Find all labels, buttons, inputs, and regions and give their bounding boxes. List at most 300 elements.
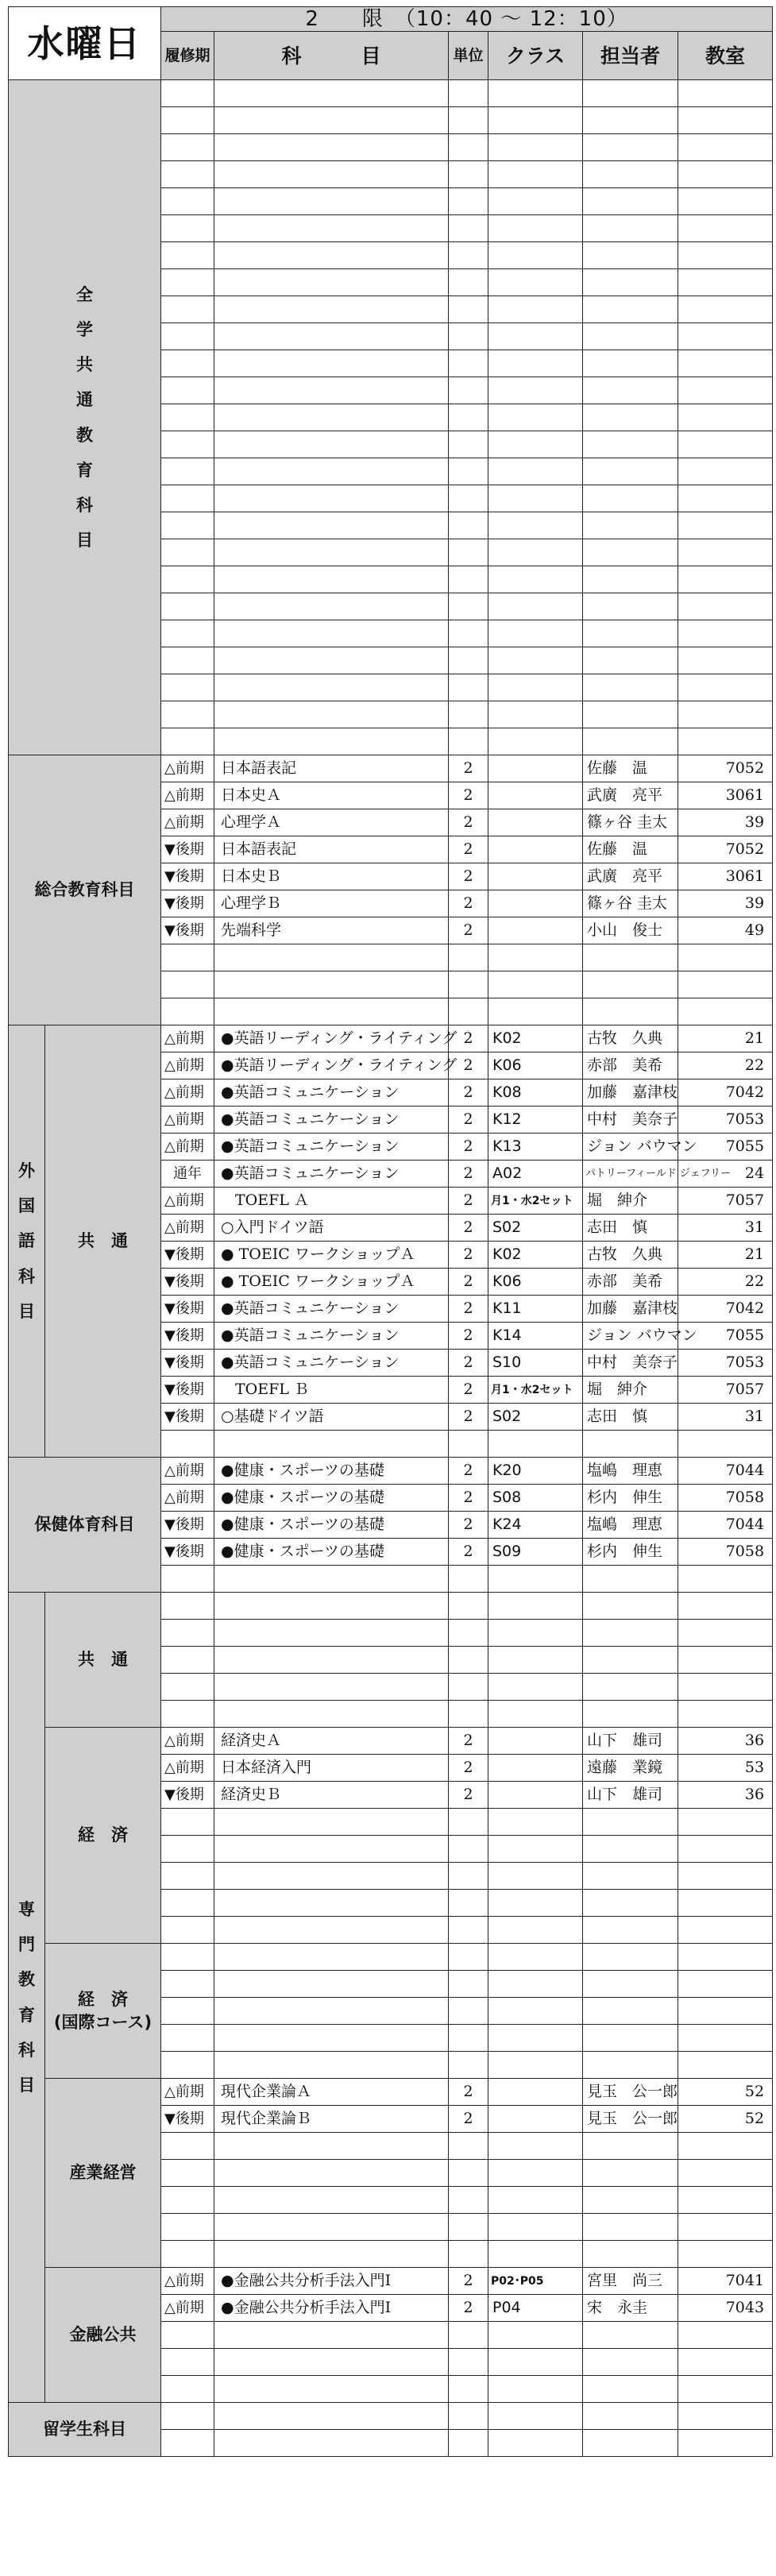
term-cell (161, 350, 214, 377)
class-cell (488, 674, 583, 701)
class-cell: K02 (488, 1025, 583, 1052)
term-cell: ▼後期 (161, 1350, 214, 1377)
room-cell (678, 269, 773, 296)
class-cell: S02 (488, 1404, 583, 1431)
section-label-char: 育 (18, 2005, 35, 2025)
subject-cell (214, 458, 449, 485)
day-title: 水曜日 (9, 7, 161, 80)
term-cell: △前期 (161, 1134, 214, 1161)
term-cell (161, 2376, 214, 2403)
class-cell (488, 782, 583, 809)
room-cell: 7057 (678, 1188, 773, 1215)
term-cell (161, 458, 214, 485)
teacher-cell (583, 1593, 678, 1620)
teacher-cell (583, 2052, 678, 2079)
unit-cell (449, 323, 488, 350)
room-cell (678, 2376, 773, 2403)
unit-cell (449, 1431, 488, 1458)
term-cell: ▼後期 (161, 2106, 214, 2133)
class-cell (488, 269, 583, 296)
subject-cell (214, 1620, 449, 1647)
unit-cell: 2 (449, 1539, 488, 1566)
class-cell (488, 485, 583, 512)
room-cell (678, 674, 773, 701)
term-cell: △前期 (161, 1188, 214, 1215)
class-cell (488, 890, 583, 917)
room-cell: 39 (678, 809, 773, 836)
subject-cell (214, 431, 449, 458)
subsection-label: 金融公共 (69, 2325, 137, 2344)
class-cell (488, 1890, 583, 1917)
class-cell: K02 (488, 1242, 583, 1269)
class-cell (488, 1971, 583, 1998)
class-cell (488, 998, 583, 1025)
class-cell (488, 350, 583, 377)
unit-cell (449, 1647, 488, 1674)
table-row (9, 1728, 773, 1755)
class-cell (488, 404, 583, 431)
unit-cell (449, 269, 488, 296)
teacher-cell: 古牧 久典 (583, 1242, 678, 1269)
class-cell (488, 188, 583, 215)
subject-cell: 日本語表記 (214, 836, 449, 863)
subject-cell (214, 971, 449, 998)
term-cell: △前期 (161, 1052, 214, 1079)
subject-cell: TOEFL Ｂ (214, 1377, 449, 1404)
section-senmon-label (9, 1593, 45, 2403)
term-cell (161, 485, 214, 512)
class-cell (488, 2322, 583, 2349)
unit-cell (449, 485, 488, 512)
room-cell (678, 1863, 773, 1890)
room-cell: 3061 (678, 863, 773, 890)
room-cell: 7042 (678, 1296, 773, 1323)
teacher-cell (583, 620, 678, 647)
room-cell: 31 (678, 1215, 773, 1242)
class-cell (488, 917, 583, 944)
unit-cell (449, 431, 488, 458)
term-cell (161, 2349, 214, 2376)
term-cell (161, 728, 214, 755)
subject-cell (214, 296, 449, 323)
term-cell: ▼後期 (161, 1404, 214, 1431)
subject-cell (214, 2376, 449, 2403)
teacher-cell (583, 2349, 678, 2376)
subject-cell: 現代企業論Ｂ (214, 2106, 449, 2133)
class-cell (488, 2079, 583, 2106)
class-cell (488, 593, 583, 620)
teacher-cell: 志田 慎 (583, 1404, 678, 1431)
term-cell (161, 1971, 214, 1998)
section-zenkyo-label (9, 80, 161, 755)
unit-cell (449, 2160, 488, 2187)
subject-cell (214, 539, 449, 566)
teacher-cell: 武廣 亮平 (583, 863, 678, 890)
teacher-cell (583, 1674, 678, 1701)
term-cell (161, 566, 214, 593)
subject-cell (214, 404, 449, 431)
section-label-char: 専 (18, 1900, 35, 1920)
subject-cell (214, 2160, 449, 2187)
class-cell (488, 809, 583, 836)
unit-cell: 2 (449, 1782, 488, 1809)
term-cell: ▼後期 (161, 1323, 214, 1350)
subject-cell (214, 80, 449, 107)
room-cell (678, 1809, 773, 1836)
room-cell (678, 2133, 773, 2160)
unit-cell: 2 (449, 1350, 488, 1377)
subject-cell (214, 2025, 449, 2052)
section-label-char: 通 (76, 390, 93, 410)
subject-cell (214, 2214, 449, 2241)
teacher-cell: 宮里 尚三 (583, 2268, 678, 2295)
teacher-cell (583, 2430, 678, 2457)
subject-cell (214, 1674, 449, 1701)
class-cell (488, 2430, 583, 2457)
term-cell: ▼後期 (161, 1377, 214, 1404)
class-cell (488, 566, 583, 593)
subsection-note: (国際コース) (53, 2012, 152, 2032)
teacher-cell: 山下 雄司 (583, 1782, 678, 1809)
table-row (9, 2268, 773, 2295)
class-cell (488, 2349, 583, 2376)
subject-cell (214, 674, 449, 701)
section-label-char: 目 (76, 530, 93, 550)
unit-cell (449, 350, 488, 377)
subject-cell (214, 566, 449, 593)
term-cell (161, 2160, 214, 2187)
unit-cell (449, 728, 488, 755)
term-cell (161, 1809, 214, 1836)
class-cell (488, 1566, 583, 1593)
teacher-cell (583, 647, 678, 674)
class-cell (488, 512, 583, 539)
unit-cell: 2 (449, 2106, 488, 2133)
section-label-char: 語 (18, 1231, 35, 1251)
term-cell (161, 998, 214, 1025)
teacher-cell (583, 2025, 678, 2052)
teacher-cell (583, 134, 678, 161)
room-cell: 3061 (678, 782, 773, 809)
teacher-cell (583, 458, 678, 485)
class-cell: A02 (488, 1161, 583, 1188)
teacher-cell (583, 2322, 678, 2349)
subject-cell (214, 2403, 449, 2430)
table-row (9, 1025, 773, 1052)
room-cell: 7042 (678, 1079, 773, 1106)
room-cell (678, 1566, 773, 1593)
room-cell (678, 1944, 773, 1971)
teacher-cell (583, 1809, 678, 1836)
room-cell (678, 998, 773, 1025)
unit-cell: 2 (449, 836, 488, 863)
term-cell: ▼後期 (161, 1539, 214, 1566)
term-cell: ▼後期 (161, 863, 214, 890)
room-cell (678, 1431, 773, 1458)
subject-cell (214, 377, 449, 404)
term-cell: 通年 (161, 1161, 214, 1188)
room-cell (678, 2241, 773, 2268)
term-cell (161, 2052, 214, 2079)
subject-cell (214, 2133, 449, 2160)
room-cell (678, 512, 773, 539)
unit-cell: 2 (449, 1106, 488, 1134)
room-cell (678, 1701, 773, 1728)
class-cell: 月1・水2セット (488, 1188, 583, 1215)
teacher-cell (583, 1998, 678, 2025)
term-cell (161, 1863, 214, 1890)
teacher-cell: 宋 永圭 (583, 2295, 678, 2322)
subsection-label: 経 済 (78, 1989, 128, 2009)
room-cell: 36 (678, 1782, 773, 1809)
section-label-char: 学 (76, 320, 93, 340)
class-cell (488, 1431, 583, 1458)
header-unit: 単位 (449, 32, 488, 80)
section-label-char: 科 (18, 2040, 35, 2060)
term-cell (161, 1944, 214, 1971)
class-cell (488, 80, 583, 107)
class-cell (488, 755, 583, 782)
teacher-cell (583, 107, 678, 134)
timetable (8, 6, 773, 2457)
unit-cell: 2 (449, 1052, 488, 1079)
subject-cell: ●英語コミュニケーション (214, 1106, 449, 1134)
term-cell (161, 701, 214, 728)
room-cell (678, 1890, 773, 1917)
teacher-cell (583, 566, 678, 593)
subject-cell (214, 2241, 449, 2268)
teacher-cell: 塩嶋 理恵 (583, 1458, 678, 1485)
room-cell (678, 350, 773, 377)
class-cell (488, 323, 583, 350)
class-cell (488, 1647, 583, 1674)
term-cell (161, 944, 214, 971)
room-cell (678, 2214, 773, 2241)
subject-cell: 先端科学 (214, 917, 449, 944)
teacher-cell (583, 728, 678, 755)
unit-cell (449, 2430, 488, 2457)
class-cell: S08 (488, 1485, 583, 1512)
term-cell (161, 1917, 214, 1944)
teacher-cell (583, 2403, 678, 2430)
teacher-cell (583, 1890, 678, 1917)
room-cell: 7041 (678, 2268, 773, 2295)
subject-cell (214, 2322, 449, 2349)
teacher-cell (583, 674, 678, 701)
subject-cell: ●英語リーディング・ライティング (214, 1052, 449, 1079)
subject-cell (214, 1863, 449, 1890)
class-cell (488, 944, 583, 971)
subject-cell (214, 620, 449, 647)
unit-cell (449, 1620, 488, 1647)
subject-cell (214, 350, 449, 377)
unit-cell: 2 (449, 1485, 488, 1512)
room-cell (678, 323, 773, 350)
subject-cell (214, 2052, 449, 2079)
class-cell (488, 1593, 583, 1620)
teacher-cell: 塩嶋 理恵 (583, 1512, 678, 1539)
term-cell: ▼後期 (161, 917, 214, 944)
class-cell (488, 539, 583, 566)
table-row (9, 1944, 773, 1971)
term-cell: △前期 (161, 1106, 214, 1134)
term-cell: ▼後期 (161, 1296, 214, 1323)
unit-cell: 2 (449, 1134, 488, 1161)
subsection-label: 経 済 (78, 1825, 128, 1844)
unit-cell (449, 701, 488, 728)
room-cell: 7057 (678, 1377, 773, 1404)
class-cell: K08 (488, 1079, 583, 1106)
term-cell: △前期 (161, 1025, 214, 1052)
unit-cell (449, 296, 488, 323)
unit-cell: 2 (449, 1242, 488, 1269)
subject-cell: ●金融公共分析手法入門Ⅰ (214, 2268, 449, 2295)
term-cell (161, 1836, 214, 1863)
class-cell (488, 215, 583, 242)
room-cell (678, 296, 773, 323)
class-cell (488, 242, 583, 269)
subject-cell: ●英語コミュニケーション (214, 1079, 449, 1106)
teacher-cell: ジョン バウマン (583, 1323, 678, 1350)
class-cell (488, 647, 583, 674)
teacher-cell (583, 2133, 678, 2160)
teacher-cell: 遠藤 業鏡 (583, 1755, 678, 1782)
section-gaikoku-label (9, 1025, 45, 1458)
class-cell (488, 2403, 583, 2430)
room-cell (678, 539, 773, 566)
term-cell: ▼後期 (161, 1242, 214, 1269)
class-cell (488, 107, 583, 134)
subject-cell: ○入門ドイツ語 (214, 1215, 449, 1242)
subject-cell: 心理学Ｂ (214, 890, 449, 917)
unit-cell (449, 998, 488, 1025)
class-cell: 月1・水2セット (488, 1377, 583, 1404)
section-label-char: 国 (18, 1196, 35, 1216)
teacher-cell (583, 1647, 678, 1674)
unit-cell: 2 (449, 2079, 488, 2106)
room-cell (678, 458, 773, 485)
subject-cell (214, 1701, 449, 1728)
teacher-cell: 加藤 嘉津枝 (583, 1296, 678, 1323)
subject-cell: ●英語コミュニケーション (214, 1323, 449, 1350)
subject-cell: 現代企業論Ａ (214, 2079, 449, 2106)
term-cell: ▼後期 (161, 1512, 214, 1539)
term-cell: ▼後期 (161, 890, 214, 917)
room-cell (678, 377, 773, 404)
term-cell (161, 242, 214, 269)
unit-cell: 2 (449, 1215, 488, 1242)
section-ryugakusei-label: 留学生科目 (9, 2403, 161, 2457)
room-cell (678, 620, 773, 647)
unit-cell: 2 (449, 2268, 488, 2295)
subject-cell (214, 2349, 449, 2376)
unit-cell (449, 1809, 488, 1836)
section-senmon-kokusai-label (45, 1944, 161, 2079)
class-cell (488, 2052, 583, 2079)
term-cell (161, 134, 214, 161)
class-cell (488, 1863, 583, 1890)
unit-cell (449, 1944, 488, 1971)
room-cell (678, 944, 773, 971)
subject-cell (214, 512, 449, 539)
room-cell: 36 (678, 1728, 773, 1755)
room-cell: 7044 (678, 1458, 773, 1485)
class-cell (488, 296, 583, 323)
room-cell: 7052 (678, 836, 773, 863)
teacher-cell: 見玉 公一郎 (583, 2106, 678, 2133)
teacher-cell (583, 2241, 678, 2268)
room-cell: 24 (678, 1161, 773, 1188)
unit-cell (449, 1863, 488, 1890)
class-cell: S09 (488, 1539, 583, 1566)
room-cell (678, 188, 773, 215)
header-term: 履修期 (161, 32, 214, 80)
subject-cell (214, 242, 449, 269)
teacher-cell (583, 350, 678, 377)
room-cell: 21 (678, 1242, 773, 1269)
term-cell: △前期 (161, 782, 214, 809)
term-cell (161, 2025, 214, 2052)
room-cell (678, 431, 773, 458)
room-cell (678, 701, 773, 728)
teacher-cell (583, 1836, 678, 1863)
subject-cell (214, 161, 449, 188)
unit-cell: 2 (449, 1512, 488, 1539)
unit-cell (449, 539, 488, 566)
unit-cell: 2 (449, 1728, 488, 1755)
term-cell (161, 1431, 214, 1458)
room-cell (678, 404, 773, 431)
unit-cell (449, 971, 488, 998)
teacher-cell (583, 404, 678, 431)
teacher-cell (583, 2214, 678, 2241)
term-cell (161, 539, 214, 566)
subject-cell (214, 2430, 449, 2457)
unit-cell: 2 (449, 890, 488, 917)
room-cell (678, 1917, 773, 1944)
table-row (9, 80, 773, 107)
room-cell (678, 566, 773, 593)
teacher-cell (583, 512, 678, 539)
teacher-cell (583, 431, 678, 458)
teacher-cell (583, 80, 678, 107)
unit-cell (449, 1836, 488, 1863)
unit-cell (449, 566, 488, 593)
unit-cell (449, 1917, 488, 1944)
unit-cell (449, 593, 488, 620)
teacher-cell (583, 539, 678, 566)
teacher-cell: 赤部 美希 (583, 1052, 678, 1079)
unit-cell: 2 (449, 1458, 488, 1485)
term-cell (161, 512, 214, 539)
term-cell (161, 1647, 214, 1674)
class-cell: K12 (488, 1106, 583, 1134)
term-cell (161, 107, 214, 134)
teacher-cell: 志田 慎 (583, 1215, 678, 1242)
room-cell (678, 2430, 773, 2457)
teacher-cell: 堀 紳介 (583, 1377, 678, 1404)
subsection-label: 共 通 (78, 1650, 128, 1669)
unit-cell (449, 1971, 488, 1998)
teacher-cell: 佐藤 温 (583, 755, 678, 782)
unit-cell: 2 (449, 755, 488, 782)
section-label-char: 目 (18, 1301, 35, 1321)
class-cell (488, 377, 583, 404)
class-cell (488, 1944, 583, 1971)
subject-cell: 日本語表記 (214, 755, 449, 782)
unit-cell: 2 (449, 1025, 488, 1052)
class-cell: S10 (488, 1350, 583, 1377)
